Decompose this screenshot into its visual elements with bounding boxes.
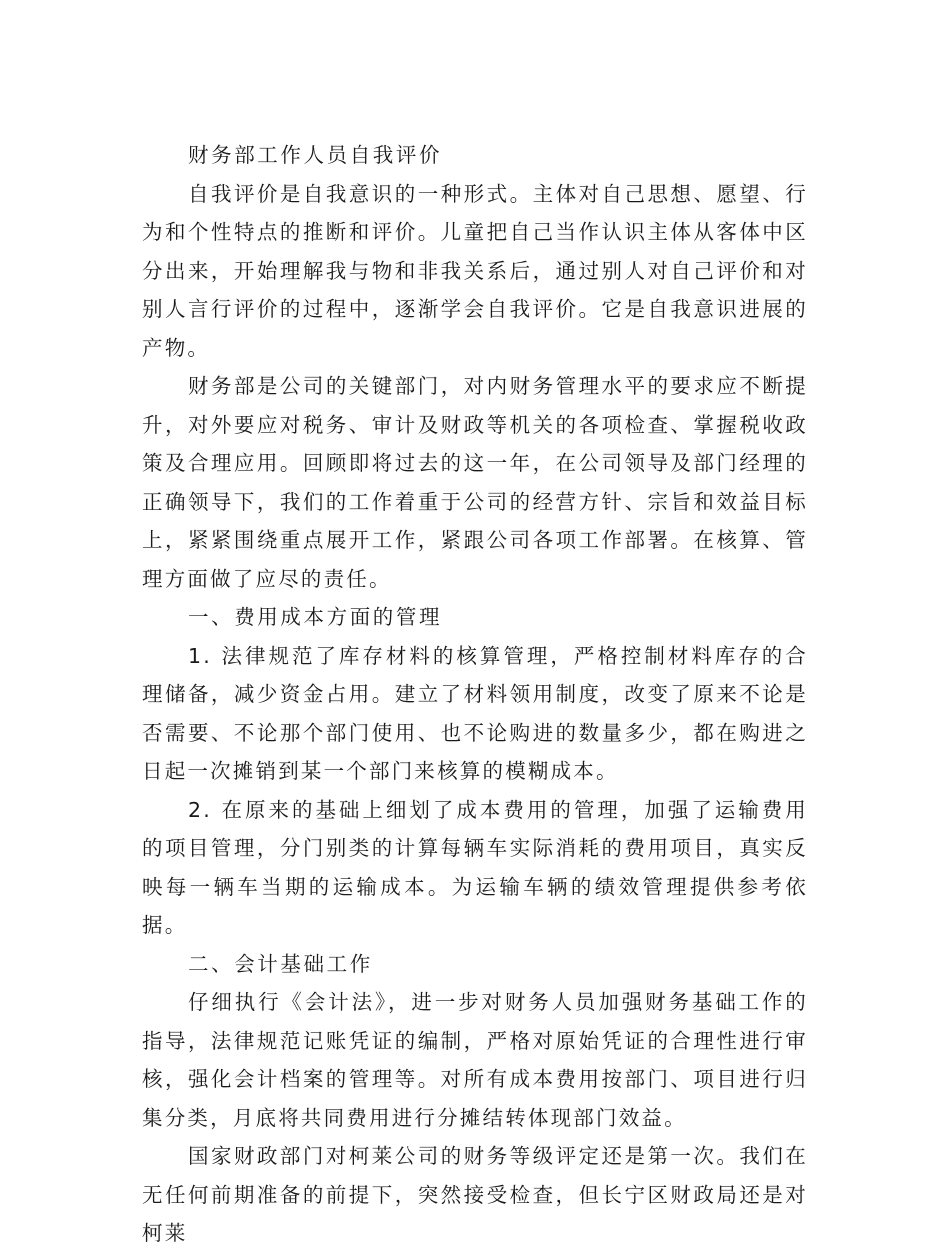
paragraph-financial-rating: 国家财政部门对柯莱公司的财务等级评定还是第一次。我们在无任何前期准备的前提下，突然接受检查，但长宁区财政局还是对柯莱: [142, 1144, 808, 1245]
section-heading-accounting-basics: 二、会计基础工作: [188, 951, 373, 976]
paragraph-item-1: 1. 法律规范了库存材料的核算管理，严格控制材料库存的合理储备，减少资金占用。建立了材料领用制度，改变了原来不论是否需要、不论那个部门使用、也不论购进的数量多少，都在购进之日起一次摊销到某一个部门来核算的模糊成本。: [142, 643, 808, 783]
section-heading-cost-management: 一、费用成本方面的管理: [188, 605, 443, 629]
paragraph-intro: 自我评价是自我意识的一种形式。主体对自己思想、愿望、行为和个性特点的推断和评价。儿童把自己当作认识主体从客体中区分出来，开始理解我与物和非我关系后，通过别人对自己评价和对别人言行评价的过程中，逐渐学会自我评价。它是自我意识进展的产物。: [142, 181, 808, 360]
paragraph-item-2: 2. 在原来的基础上细划了成本费用的管理，加强了运输费用的项目管理，分门别类的计算每辆车实际消耗的费用项目，真实反映每一辆车当期的运输成本。为运输车辆的绩效管理提供参考依据。: [142, 797, 808, 937]
paragraph-department-overview: 财务部是公司的关键部门，对内财务管理水平的要求应不断提升，对外要应对税务、审计及财政等机关的各项检查、掌握税收政策及合理应用。回顾即将过去的这一年，在公司领导及部门经理的正确领导下，我们的工作着重于公司的经营方针、宗旨和效益目标上，紧紧围绕重点展开工作，紧跟公司各项工作部署。在核算、管理方面做了应尽的责任。: [142, 374, 808, 591]
paragraph-accounting-law: 仔细执行《会计法》，进一步对财务人员加强财务基础工作的指导，法律规范记账凭证的编制，严格对原始凭证的合理性进行审核，强化会计档案的管理等。对所有成本费用按部门、项目进行归集分类，月底将共同费用进行分摊结转体现部门效益。: [142, 990, 808, 1130]
document-title: 财务部工作人员自我评价: [188, 143, 443, 167]
document-body: [142, 136, 808, 1253]
